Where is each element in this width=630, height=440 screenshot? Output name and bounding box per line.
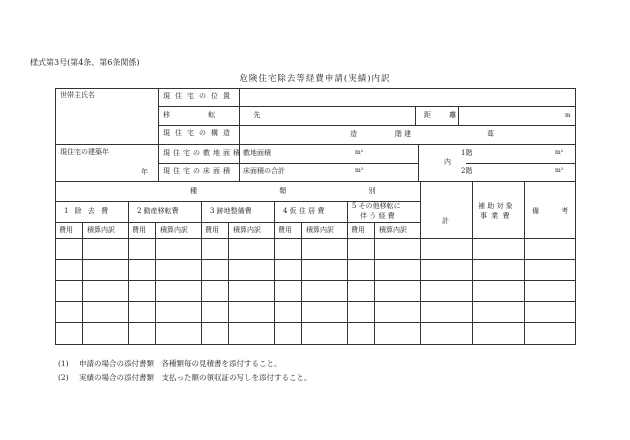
inner-label: 内 — [444, 158, 451, 166]
built-year-label: 現住宅の建築年 — [60, 148, 109, 156]
subheader-breakdown: 積算内訳 — [306, 226, 334, 234]
householder-name-label: 世帯主氏名 — [60, 91, 95, 99]
subheader-breakdown: 積算内訳 — [160, 226, 188, 234]
note-2-number: (2) — [58, 373, 69, 382]
note-1 — [58, 358, 282, 369]
structure-stories: 階建 — [395, 130, 413, 138]
column-temporary-housing-cost: 4 仮 住 居 費 — [283, 207, 325, 215]
column-subsidy-cost: 補 助 対 象 — [478, 202, 513, 210]
column-site-cost: 3 跡地整備費 — [210, 207, 252, 215]
category-header: 種 類 別 — [190, 187, 416, 195]
subheader-cost: 費用 — [59, 226, 73, 234]
floor-area-sublabel: 床面積の合計 — [243, 167, 285, 175]
column-moving-cost: 2 動産移転費 — [137, 207, 179, 215]
subheader-breakdown: 積算内訳 — [379, 226, 407, 234]
subheader-cost: 費用 — [278, 226, 292, 234]
note-2 — [58, 372, 312, 383]
column-removal-cost: 1 除 去 費 — [64, 207, 111, 215]
floor-area-label: 現住宅の床面積 — [163, 167, 233, 175]
column-subsidy-cost-line2: 事 業 費 — [480, 212, 511, 220]
subheader-cost: 費用 — [351, 226, 365, 234]
column-other-cost-line2: 伴 う 経 費 — [360, 212, 395, 220]
subheader-cost: 費用 — [132, 226, 146, 234]
year-suffix: 年 — [141, 168, 148, 176]
destination-label: 移 転 先 — [163, 111, 279, 119]
floor1-unit: m² — [555, 149, 564, 156]
location-label: 現住宅の位置 — [163, 92, 235, 100]
site-area-label: 現住宅の敷地面積 — [163, 149, 243, 157]
column-total: 計 — [442, 217, 449, 225]
note-2-text: 実績の場合の添付書類 支払った額の領収証の写しを添付すること。 — [79, 373, 312, 382]
column-remarks: 備 考 — [532, 207, 579, 215]
structure-label: 現住宅の構造 — [163, 129, 235, 137]
distance-unit: m — [565, 112, 571, 119]
subheader-breakdown: 積算内訳 — [87, 226, 115, 234]
floor-area-unit: m² — [355, 167, 364, 174]
note-1-text: 申請の場合の添付書類 各種類毎の見積書を添付すること。 — [79, 359, 282, 368]
floor2-unit: m² — [555, 167, 564, 174]
column-other-cost: 5 その他移転に — [352, 202, 401, 210]
document-title: 危険住宅除去等経費申請(実績)内訳 — [239, 74, 391, 84]
subheader-breakdown: 積算内訳 — [233, 226, 261, 234]
distance-label: 距 離 — [424, 111, 465, 119]
subheader-cost: 費用 — [205, 226, 219, 234]
site-area-sublabel: 敷地面積 — [243, 149, 271, 157]
structure-type: 造 — [350, 130, 357, 138]
structure-roof: 葺 — [487, 130, 494, 138]
site-area-unit: m² — [355, 149, 364, 156]
floor2-label: 2階 — [461, 167, 473, 175]
form-number: 様式第3号(第4条、第6条関係) — [30, 58, 140, 67]
note-1-number: (1) — [58, 359, 69, 368]
floor1-label: 1階 — [461, 149, 473, 157]
